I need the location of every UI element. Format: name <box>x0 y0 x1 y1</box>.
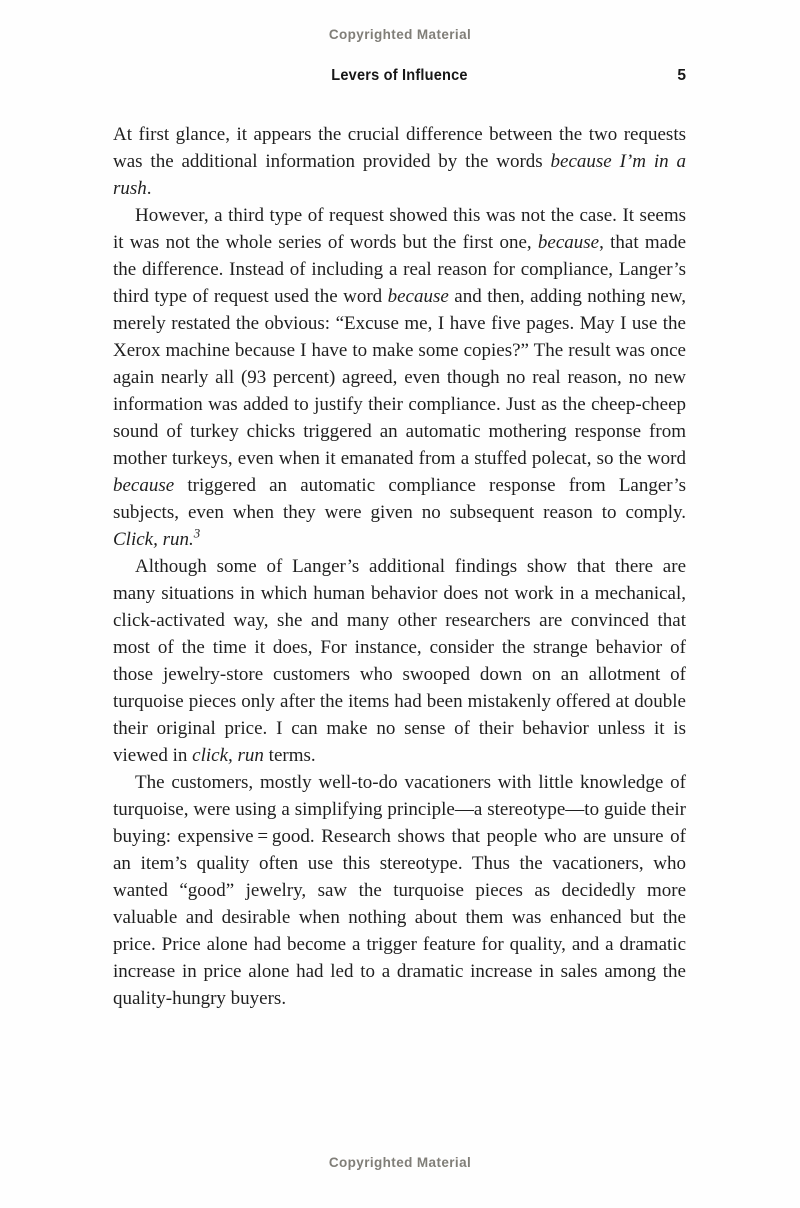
paragraph: The customers, mostly well-to-do vacationers with little knowledge of turquoise, were using a simplifying principle—a stereotype—to guide their buying: expensive = good. Research shows that people who are unsure of an item’s quality often use this stereotype. Thus the vacationers, who wanted “good” jewelry, saw the turquoise pieces as decidedly more valuable and desirable when nothing about them was enhanced but the price. Price alone had become a trigger feature for quality, and a dramatic increase in price alone had led to a dramatic increase in sales among the quality-hungry buyers. <box>113 772 686 1009</box>
chapter-title: Levers of Influence <box>331 67 468 84</box>
running-header <box>113 67 686 85</box>
body-text <box>113 121 686 1012</box>
copyright-notice-top: Copyrighted Material <box>328 27 472 42</box>
copyright-notice-bottom: Copyrighted Material <box>328 1155 472 1170</box>
paragraph: Although some of Langer’s additional findings show that there are many situations in which human behavior does not work in a mechanical, click-activated way, she and many other researchers are convinced that most of the time it does, For instance, consider the strange behavior of those jewelry-store customers who swooped down on an allotment of turquoise pieces only after the items had been mistakenly offered at double their original price. I can make no sense of their behavior unless it is viewed in click, run terms. <box>113 556 686 766</box>
page-number: 5 <box>677 67 686 84</box>
paragraph: However, a third type of request showed this was not the case. It seems it was not the whole series of words but the first one, because, that made the difference. Instead of including a real reason for compliance, Langer’s third type of request used the word because and then, adding nothing new, merely restated the obvious: “Excuse me, I have five pages. May I use the Xerox machine because I have to make some copies?” The result was once again nearly all (93 percent) agreed, even though no real reason, no new information was added to justify their compliance. Just as the cheep-cheep sound of turkey chicks triggered an automatic mothering response from mother turkeys, even when it emanated from a stuffed polecat, so the word because triggered an automatic compliance response from Langer’s subjects, even when they were given no subsequent reason to comply. Click, run.$^3$ <box>113 205 687 550</box>
paragraph: At first glance, it appears the crucial difference between the two requests was the additional information provided by the words because I’m in a rush. <box>113 124 686 199</box>
